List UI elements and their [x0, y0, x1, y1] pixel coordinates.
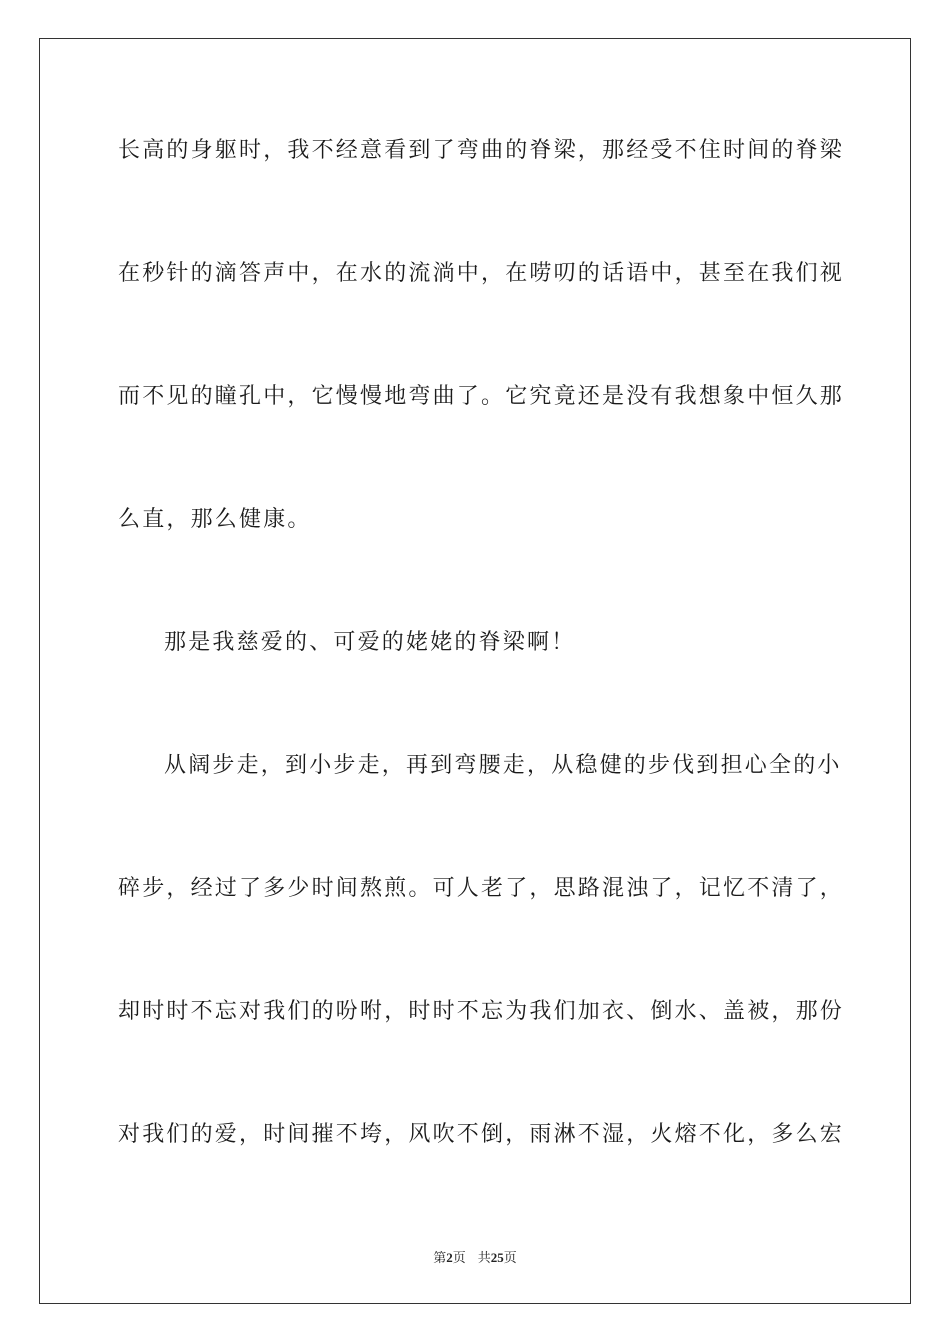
text-line-7: 碎步，经过了多少时间熬煎。可人老了，思路混浊了，记忆不清了，: [118, 876, 845, 901]
total-pages: 25: [490, 1250, 504, 1265]
page-suffix: 页: [452, 1251, 466, 1266]
text-line-8: 却时时不忘对我们的吩咐，时时不忘为我们加衣、倒水、盖被，那份: [118, 999, 845, 1024]
text-line-4: 么直，那么健康。: [118, 507, 312, 532]
page-border: [39, 38, 911, 1304]
total-suffix: 页: [503, 1251, 517, 1266]
page-number: 2: [446, 1250, 453, 1265]
text-line-5: 那是我慈爱的、可爱的姥姥的脊梁啊！: [164, 630, 576, 655]
text-line-1: 长高的身躯时，我不经意看到了弯曲的脊梁，那经受不住时间的脊梁: [118, 138, 845, 163]
text-line-9: 对我们的爱，时间摧不垮，风吹不倒，雨淋不湿，火熔不化，多么宏: [118, 1122, 845, 1147]
text-line-6: 从阔步走，到小步走，再到弯腰走，从稳健的步伐到担心全的小: [164, 753, 842, 778]
page-prefix: 第: [433, 1251, 447, 1266]
total-prefix: 共: [477, 1251, 491, 1266]
text-line-2: 在秒针的滴答声中，在水的流淌中，在唠叨的话语中，甚至在我们视: [118, 261, 845, 286]
page-footer: [0, 1247, 950, 1266]
text-line-3: 而不见的瞳孔中，它慢慢地弯曲了。它究竟还是没有我想象中恒久那: [118, 384, 845, 409]
